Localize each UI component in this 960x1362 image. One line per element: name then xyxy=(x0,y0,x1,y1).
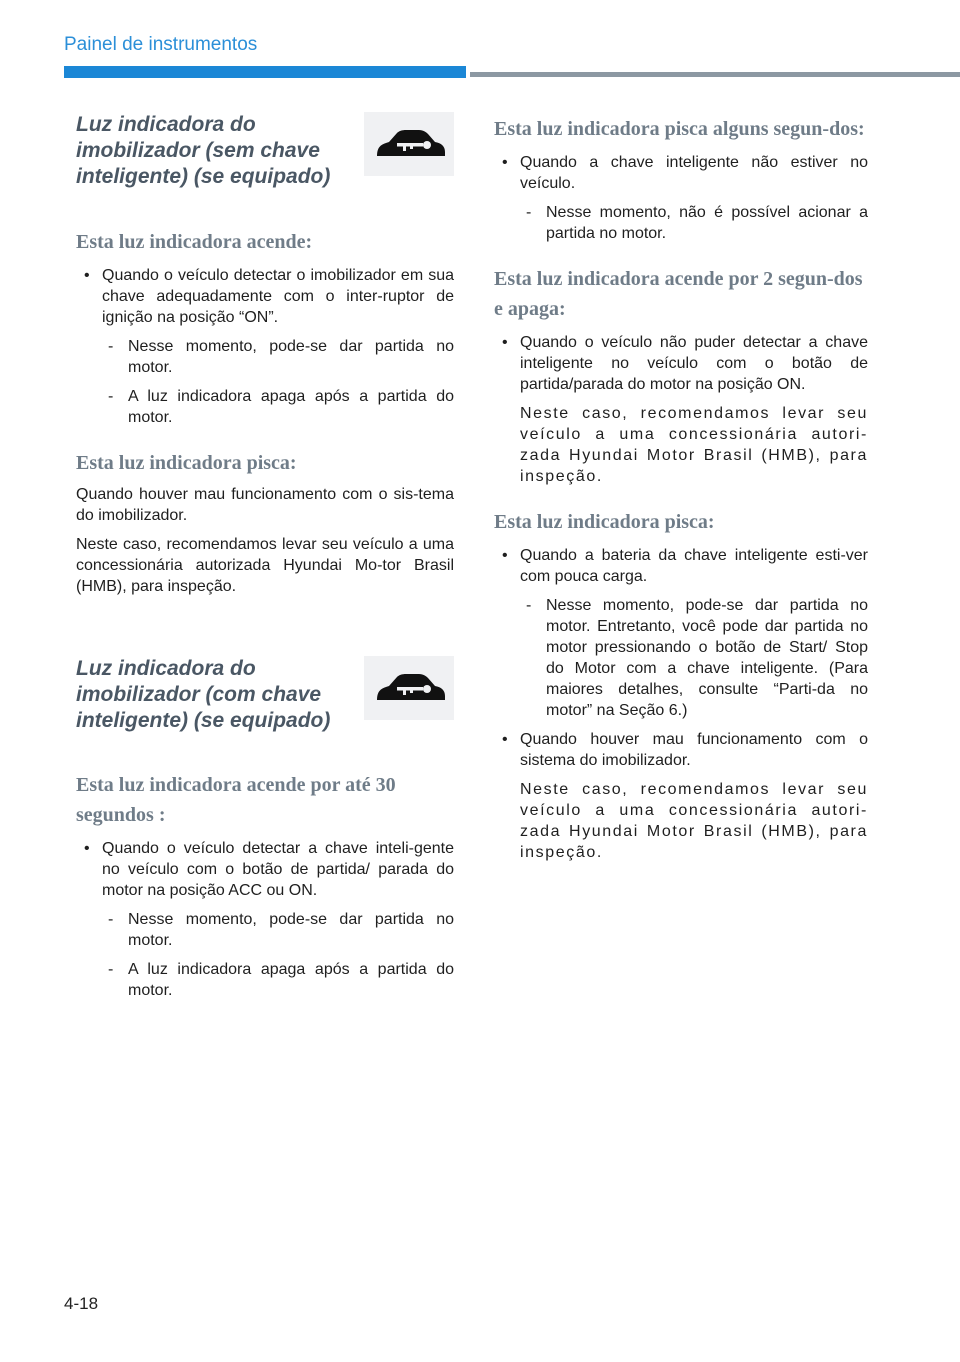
bullet-item: • Quando o veículo não puder detectar a chave inteligente no veículo com o botão de partida/parada do motor na posição ON. xyxy=(494,332,868,395)
header-bar-gray xyxy=(470,72,960,77)
left-sec1-body xyxy=(76,227,454,597)
dash-item: - Nesse momento, pode-se dar partida no motor. xyxy=(76,909,454,951)
bullet-item: • Quando a chave inteligente não estiver no veículo. xyxy=(494,152,868,194)
subheading: Esta luz indicadora acende: xyxy=(76,231,313,253)
bullet-item: • Quando o veículo detectar a chave inteli-gente no veículo com o botão de partida/ parada do motor na posição ACC ou ON. xyxy=(76,838,454,901)
section-immobilizer-no-smart-key xyxy=(76,112,454,190)
subheading: Esta luz indicadora acende por até 30 segundos : xyxy=(76,774,396,826)
paragraph: Neste caso, recomendamos levar seu veículo a uma concessionária autori-zada Hyundai Motor Brasil (HMB), para inspeção. xyxy=(520,781,868,861)
subheading: Esta luz indicadora pisca: xyxy=(76,452,297,474)
left-sec2-body xyxy=(76,770,454,1001)
dash-item: - Nesse momento, não é possível acionar a partida no motor. xyxy=(494,202,868,244)
section-immobilizer-smart-key xyxy=(76,656,454,734)
dash-item: - Nesse momento, pode-se dar partida no motor. xyxy=(76,336,454,378)
bullet-item: • Quando o veículo detectar o imobilizador em sua chave adequadamente com o inter-ruptor de ignição na posição “ON”. xyxy=(76,265,454,328)
right-body xyxy=(494,114,868,863)
paragraph: Neste caso, recomendamos levar seu veículo a uma concessionária autorizada Hyundai Mo-tor Brasil (HMB), para inspeção. xyxy=(76,536,454,595)
subheading: Esta luz indicadora acende por 2 segun-dos e apaga: xyxy=(494,268,863,320)
subheading: Esta luz indicadora pisca alguns segun-dos: xyxy=(494,118,865,140)
dash-item: - A luz indicadora apaga após a partida do motor. xyxy=(76,959,454,1001)
immobilizer-car-key-icon xyxy=(364,112,454,176)
dash-item: - A luz indicadora apaga após a partida do motor. xyxy=(76,386,454,428)
bullet-item: • Quando a bateria da chave inteligente esti-ver com pouca carga. xyxy=(494,545,868,587)
subheading: Esta luz indicadora pisca: xyxy=(494,511,715,533)
paragraph: Quando houver mau funcionamento com o sis-tema do imobilizador. xyxy=(76,486,454,524)
section-title: Luz indicadora do imobilizador (com chave inteligente) (se equipado) xyxy=(76,657,331,732)
bullet-item: • Quando houver mau funcionamento com o sistema do imobilizador. xyxy=(494,729,868,771)
page-header-title: Painel de instrumentos xyxy=(64,34,258,55)
paragraph: Neste caso, recomendamos levar seu veículo a uma concessionária autori-zada Hyundai Motor Brasil (HMB), para inspeção. xyxy=(520,405,868,485)
immobilizer-car-key-icon xyxy=(364,656,454,720)
page-number: 4-18 xyxy=(64,1294,99,1313)
section-title: Luz indicadora do imobilizador (sem chave inteligente) (se equipado) xyxy=(76,113,331,188)
dash-item: - Nesse momento, pode-se dar partida no motor. Entretanto, você pode dar partida no motor pressionando o botão de Start/ Stop do Motor com a chave inteligente. (Para maiores detalhes, consulte “Parti-da no motor” na Seção 6.) xyxy=(494,595,868,721)
header-bar-blue xyxy=(64,66,466,78)
